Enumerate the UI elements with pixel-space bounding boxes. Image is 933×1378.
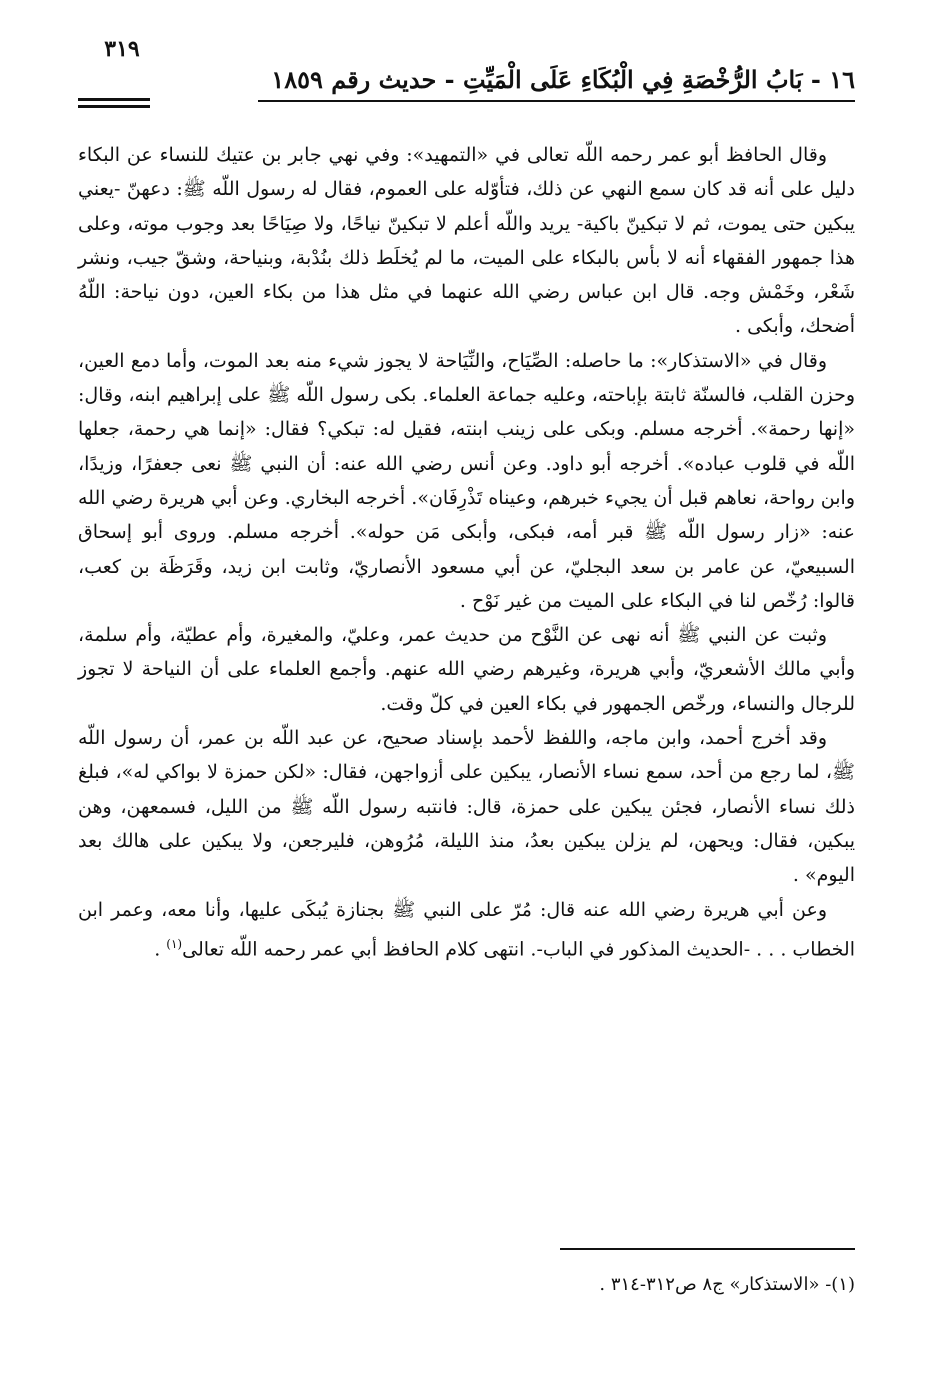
footnote-rule [560, 1248, 855, 1250]
paragraph: وقال في «الاستذكار»: ما حاصله: الصِّيَاح، والنِّيَاحة لا يجوز شيء منه بعد الموت، وأما دمع العين، وحزن القلب، فالسنّة ثابتة بإباحته، وعليه جماعة العلماء. بكى رسول اللّه ﷺ على إبراهيم ابنه، وقال: «إنها رحمة». أخرجه مسلم. وبكى على زينب ابنته، فقيل له: تبكي؟ فقال: «إنما هي رحمة، جعلها اللّه في قلوب عباده». أخرجه أبو داود. وعن أنس رضي الله عنه: أن النبي ﷺ نعى جعفرًا، وزيدًا، وابن رواحة، نعاهم قبل أن يجيء خبرهم، وعيناه تَذْرِفَان». أخرجه البخاري. وعن أبي هريرة رضي الله عنه: «زار رسول اللّه ﷺ قبر أمه، فبكى، وأبكى مَن حوله». أخرجه مسلم. وروى أبو إسحاق السبيعيّ، عن عامر بن سعد البجليّ، عن أبي مسعود الأنصاريّ، وثابت ابن زيد، وقَرَظَة بن كعب، قالوا: رُخّص لنا في البكاء على الميت من غير نَوْح . [78, 349, 855, 612]
header-rule [258, 100, 855, 102]
paragraph-text: وعن أبي هريرة رضي الله عنه قال: مُرّ على النبي ﷺ بجنازة يُبكَى عليها، وأنا معه، وعمر ابن الخطاب . . . -الحديث المذكور في الباب-. انتهى كلام الحافظ أبي عمر رحمه اللّه تعالى [78, 898, 855, 961]
page-header [78, 55, 855, 115]
paragraph-last [78, 893, 855, 967]
paragraph: وقال الحافظ أبو عمر رحمه اللّه تعالى في «التمهيد»: وفي نهي جابر بن عتيك للنساء عن البكاء دليل على أنه قد كان سمع النهي عن ذلك، فتأوّله على العموم، فقال له رسول اللّه ﷺ: دعهنّ -يعني يبكين حتى يموت، ثم لا تبكينّ باكية- يريد واللّه أعلم لا تبكينّ نياحًا، ولا صِيَاحًا بعد وجوب موته، وعلى هذا جمهور الفقهاء أنه لا بأس بالبكاء على الميت، ما لم يُخلَط ذلك بنُدْبة، وبنياحة، وشقّ جيب، ونشر شَعْر، وخَمْش وجه. قال ابن عباس رضي الله عنهما في مثل هذا من بكاء العين، دون نياحة: اللّهُ أضحك، وأبكى . [78, 144, 856, 338]
paragraph: وقد أخرج أحمد، وابن ماجه، واللفظ لأحمد بإسناد صحيح، عن عبد اللّه بن عمر، أن رسول اللّه ﷺ، لما رجع من أحد، سمع نساء الأنصار، يبكين على أزواجهن، فقال: «لكن حمزة لا بواكي له»، فبلغ ذلك نساء الأنصار، فجئن يبكين على حمزة، قال: فانتبه رسول اللّه ﷺ من الليل، فسمعهن، وهن يبكين، فقال: ويحهن، لم يزلن يبكين بعدُ، منذ الليلة، مُرُوهن، فليرجعن، ولا يبكين على هالك بعد اليوم» . [78, 727, 855, 887]
footnote: (١)- «الاستذكار» ج٨ ص٣١٢-٣١٤ . [599, 1274, 855, 1295]
final-period: . [154, 938, 167, 961]
paragraph: وثبت عن النبي ﷺ أنه نهى عن النَّوْح من حديث عمر، وعليّ، والمغيرة، وأم عطيّة، وأم سلمة، وأبي مالك الأشعريّ، وأبي هريرة، وغيرهم رضي الله عنهم. وأجمع العلماء على أن النياحة لا تجوز للرجال والنساء، ورخّص الجمهور في بكاء العين في كلّ وقت. [78, 624, 855, 715]
footnote-marker: (١) [166, 936, 183, 951]
page-number-rule [78, 98, 150, 112]
page-number: ٣١٩ [104, 36, 140, 62]
chapter-title: ١٦ - بَابُ الرُّخْصَةِ فِي الْبُكَاءِ عَلَى الْمَيِّتِ - حديث رقم ١٨٥٩ [271, 65, 855, 94]
main-text [78, 138, 855, 966]
